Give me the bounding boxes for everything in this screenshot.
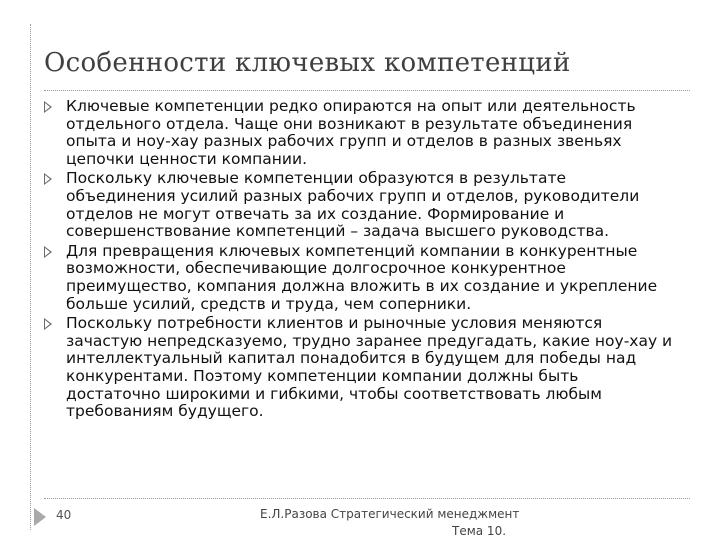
triangle-right-outline-icon-inner: [45, 103, 50, 111]
left-divider: [30, 24, 31, 530]
bullet-text: Ключевые компетенции редко опираются на опыт или деятельность отдельного отдела. Чаще они возникают в результате объединения опыта и ноу-хау разных рабочих групп и отделов в разных звеньях цепочки ценности компании.: [66, 97, 636, 168]
slide-title: Особенности ключевых компетенций: [44, 48, 571, 78]
slide-content: [44, 98, 674, 423]
triangle-right-outline-icon-inner: [45, 248, 50, 256]
footer-author: Е.Л.Разова Стратегический менеджмент: [260, 507, 520, 521]
bullet-item: [44, 315, 674, 421]
bullet-item: [44, 98, 674, 168]
title-divider: [44, 90, 690, 91]
footer-topic: Тема 10.: [452, 524, 507, 538]
triangle-right-filled-icon: [34, 508, 46, 526]
bullet-text: Для превращения ключевых компетенций компании в конкурентные возможности, обеспечивающие долгосрочное конкурентное преимущество, компания должна вложить в их создание и укрепление больше усилий, средств и труда, чем соперники.: [66, 241, 658, 313]
bullet-text: Поскольку потребности клиентов и рыночные условия меняются зачастую непредсказуемо, трудно заранее предугадать, какие ноу-хау и интеллектуальный капитал понадобится в будущем для победы над конкурентами. Поэтому компетенции компании должны быть достаточно широкими и гибкими, чтобы соответствовать любым требованиям будущего.: [66, 314, 673, 421]
triangle-right-outline-icon-inner: [45, 175, 50, 183]
bullet-item: [44, 170, 674, 240]
triangle-right-outline-icon-inner: [45, 320, 50, 328]
page-number: 40: [56, 508, 72, 522]
bullet-item: [44, 243, 674, 313]
bullet-text: Поскольку ключевые компетенции образуются в результате объединения усилий разных рабочих групп и отделов, руководители отделов не могут отвечать за их создание. Формирование и совершенствование компетенций – задача высшего руководства.: [66, 169, 640, 241]
footer-divider: [44, 498, 690, 499]
bullet-list: [44, 98, 674, 421]
